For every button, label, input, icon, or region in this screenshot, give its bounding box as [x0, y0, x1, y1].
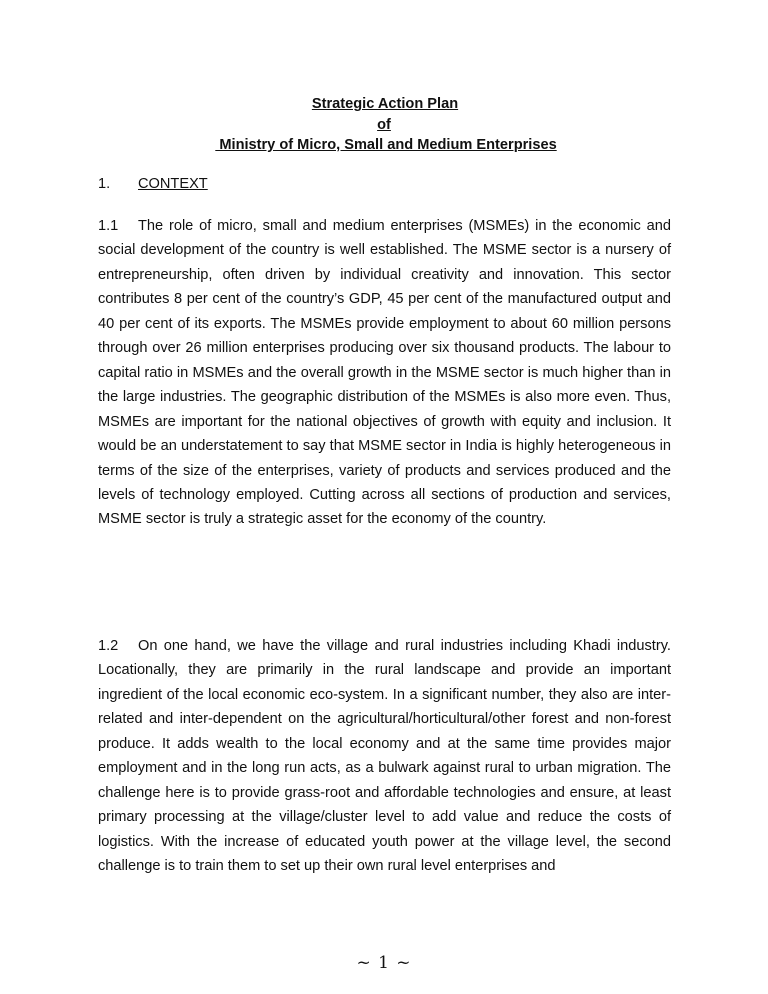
- paragraph-1-1: [98, 214, 671, 532]
- document-title-block: [0, 94, 768, 156]
- title-line-2: of: [377, 116, 391, 133]
- section-number: 1.: [98, 176, 111, 192]
- section-title: CONTEXT: [138, 176, 208, 192]
- paragraph-text: On one hand, we have the village and rural industries including Khadi industry. Locationally, they are primarily in the rural landscape and provide an important ingredient of the local economic eco-system. In a significant number, they also are inter-related and inter-dependent on the agricultural/horticultural/other forest and non-forest produce. It adds wealth to the local economy and at the same time provides major employment and in the long run acts, as a bulwark against rural to urban migration. The challenge here is to provide grass-root and affordable technologies and ensure, at least primary processing at the village/cluster level to add value and reduce the costs of logistics. With the increase of educated youth power at the village level, the second challenge is to train them to set up their own rural level enterprises and: [98, 638, 671, 875]
- page-number: ~ 1 ~: [356, 953, 412, 973]
- paragraph-text: The role of micro, small and medium enterprises (MSMEs) in the economic and social development of the country is well established. The MSME sector is a nursery of entrepreneurship, often driven by individual creativity and innovation. This sector contributes 8 per cent of the country’s GDP, 45 per cent of the manufactured output and 40 per cent of its exports. The MSMEs provide employment to about 60 million persons through over 26 million enterprises producing over six thousand products. The labour to capital ratio in MSMEs and the overall growth in the MSME sector is much higher than in the large industries. The geographic distribution of the MSMEs is also more even. Thus, MSMEs are important for the national objectives of growth with equity and inclusion. It would be an understatement to say that MSME sector in India is highly heterogeneous in terms of the size of the enterprises, variety of products and services produced and the levels of technology employed. Cutting across all sections of production and services, MSME sector is truly a strategic asset for the economy of the country.: [98, 218, 671, 528]
- title-line-1: Strategic Action Plan: [311, 96, 459, 112]
- paragraph-number: 1.1: [98, 218, 119, 234]
- title-line-3: Ministry of Micro, Small and Medium Enterprises: [215, 137, 557, 153]
- paragraph-1-2: [98, 634, 671, 879]
- paragraph-number: 1.2: [98, 638, 119, 654]
